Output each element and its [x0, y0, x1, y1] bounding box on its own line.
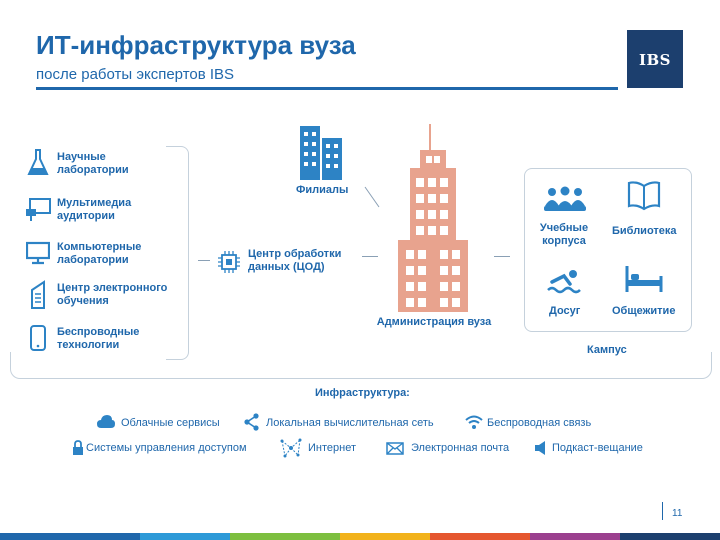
infra-cloud-label: Облачные сервисы [121, 417, 220, 429]
page-title: ИТ-инфраструктура вуза [36, 30, 356, 60]
stripe-segment [140, 533, 230, 540]
page-number: 11 [672, 508, 683, 519]
administration-building-icon [394, 124, 472, 312]
campus-item-label: Библиотека [612, 225, 677, 237]
ibs-logo [627, 30, 683, 88]
infra-wireless-label: Беспроводная связь [487, 417, 592, 429]
infrastructure-title: Инфраструктура: [315, 387, 410, 399]
stripe-segment [340, 533, 430, 540]
flask-icon [26, 148, 50, 178]
branches-label: Филиалы [296, 184, 349, 196]
left-item-label: Научные лаборатории [57, 151, 129, 176]
stripe-segment [230, 533, 340, 540]
logo-text: IBS [638, 51, 672, 69]
cloud-icon [96, 414, 116, 430]
administration-label [368, 316, 500, 329]
left-item-label: Беспроводные технологии [57, 326, 140, 351]
infra-lan-label: Локальная вычислительная сеть [266, 417, 434, 429]
stripe-segment [430, 533, 530, 540]
bed-icon [624, 264, 664, 294]
left-item-label: Центр электронного обучения [57, 282, 168, 307]
campus-item-label [534, 222, 594, 248]
stripe-segment [530, 533, 620, 540]
lock-icon [72, 440, 84, 456]
bottom-color-stripe [0, 533, 720, 540]
share-network-icon [243, 413, 261, 431]
left-item-label: Компьютерные лаборатории [57, 241, 142, 266]
left-bracket [166, 146, 189, 360]
title-underline [36, 87, 618, 90]
connector-branches-admin [364, 186, 380, 208]
infra-email-label: Электронная почта [411, 442, 510, 454]
stripe-segment [620, 533, 720, 540]
left-item-label: Мультимедиа аудитории [57, 197, 132, 222]
page-subtitle: после работы экспертов IBS [36, 66, 235, 83]
people-group-icon [542, 186, 588, 214]
swimmer-icon [546, 268, 584, 296]
campus-item-label: Досуг [549, 305, 581, 317]
connector-dc-admin [362, 256, 378, 257]
campus-item-label: Общежитие [612, 305, 676, 317]
infra-podcast-label: Подкаст-вещание [552, 442, 643, 454]
chip-icon [216, 249, 242, 275]
envelope-icon [386, 442, 404, 455]
speaker-icon [534, 440, 550, 456]
stripe-segment [0, 533, 140, 540]
infra-internet-label: Интернет [308, 442, 356, 454]
connector-left [198, 260, 210, 261]
wifi-icon [464, 414, 484, 430]
open-book-icon [626, 180, 662, 212]
globe-network-icon [279, 437, 303, 459]
smartphone-icon [30, 325, 46, 351]
academic-buildings-text: Учебные корпуса [539, 222, 589, 247]
infra-access-label: Системы управления доступом [86, 442, 247, 454]
administration-text: Администрация вуза [376, 316, 492, 328]
data-center-label: Центр обработки данных (ЦОД) [248, 248, 342, 273]
monitor-icon [26, 241, 50, 265]
page-number-divider [662, 502, 663, 520]
e-learning-icon [28, 280, 48, 310]
projector-screen-icon [24, 196, 52, 222]
campus-title: Кампус [587, 344, 627, 356]
connector-admin-campus [494, 256, 510, 257]
branches-buildings-icon [298, 120, 344, 180]
